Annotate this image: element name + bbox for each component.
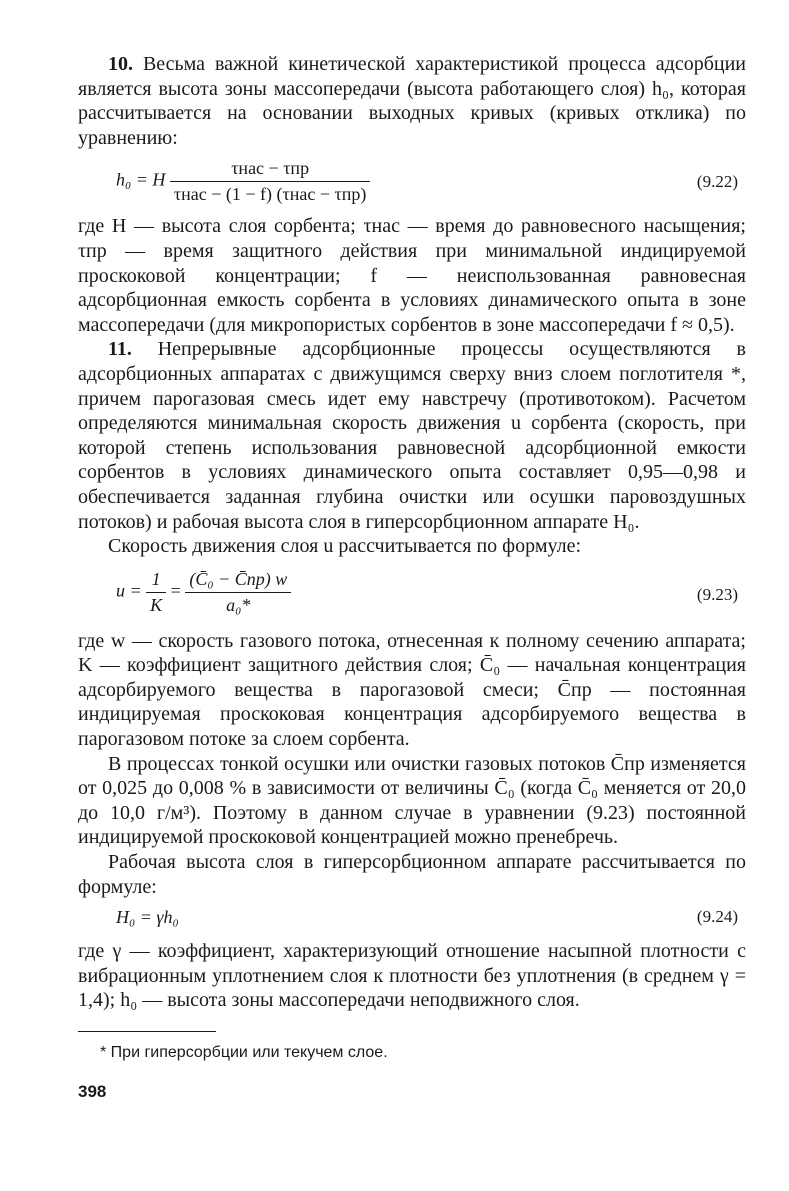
eq922-fraction xyxy=(170,158,370,205)
eq923-lhs: u = xyxy=(116,580,142,601)
eq923-denominator: a₀* xyxy=(226,594,251,615)
paragraph-11-text: Непрерывные адсорбционные процессы осуществляются в адсорбционных аппаратах с движущимся сверху вниз слоем поглотителя *, причем парогазовая смесь идет ему навстречу (противотоком). Расчетом определяются минимальная скорость движения u сорбента (скорость, при которой степень использования равновесной адсорбционной емкости сорбентов в условиях динамического опыта составляет 0,95—0,98 и обеспечивается заданная глубина очистки или осушки паровоздушных потоков) и рабочая высота слоя в гиперсорбционном аппарате H₀. xyxy=(78,338,746,533)
page-content xyxy=(78,52,746,1102)
eq923-fraction-1 xyxy=(146,569,166,616)
eq923-frac1-den: K xyxy=(150,594,163,615)
eq923-equals: = xyxy=(170,580,181,601)
eq922-lhs: h₀ = H xyxy=(116,170,166,190)
paragraph-11 xyxy=(78,337,746,534)
paragraph-9-24-definitions: где γ — коэффициент, характеризующий отношение насыпной плотности с вибрационным уплотнением слоя к плотности без уплотнения (в среднем γ = 1,4); h₀ — высота зоны массопередачи неподвижного слоя. xyxy=(78,940,746,1012)
eq923-numerator: (C̄₀ − C̄пр) w xyxy=(185,569,291,593)
eq922-numerator: τнас − τпр xyxy=(170,158,370,182)
eq924-expr: H₀ = γh₀ xyxy=(116,907,179,928)
equation-number-9-24: (9.24) xyxy=(696,907,738,927)
equation-number-9-23: (9.23) xyxy=(696,584,738,604)
eq923-fraction-2 xyxy=(185,569,291,616)
footnote: * При гиперсорбции или текучем слое. xyxy=(100,1044,388,1061)
page-number: 398 xyxy=(78,1082,107,1101)
paragraph-9-23-definitions: где w — скорость газового потока, отнесенная к полному сечению аппарата; K — коэффициент защитного действия слоя; C̄₀ — начальная концентрация адсорбируемого вещества в парогазовой смеси; C̄пр — постоянная индицируемая проскоковая концентрация адсорбируемого вещества в парогазовом потоке за слоем сорбента. xyxy=(78,629,746,751)
paragraph-10 xyxy=(78,52,746,150)
item-number-10: 10. xyxy=(108,53,133,75)
equation-9-24 xyxy=(78,899,746,939)
paragraph-working-height: Рабочая высота слоя в гиперсорбционном аппарате рассчитывается по формуле: xyxy=(78,851,746,898)
paragraph-10-text: Весьма важной кинетической характеристикой процесса адсорбции является высота зоны массопередачи (высота работающего слоя) h₀, которая рассчитывается на основании выходных кривых (кривых отклика) по уравнению: xyxy=(78,53,746,149)
footnote-divider xyxy=(78,1031,216,1032)
equation-9-23 xyxy=(78,559,746,629)
speed-intro: Скорость движения слоя u рассчитывается по формуле: xyxy=(108,535,582,558)
paragraph-10-definitions: где H — высота слоя сорбента; τнас — время до равновесного насыщения; τпр — время защитного действия при минимальной индицируемой проскоковой концентрации; f — неиспользованная равновесная адсорбционная емкость сорбента в условиях динамического опыта в зоне массопередачи (для микропористых сорбентов в зоне массопередачи f ≈ 0,5). xyxy=(78,215,746,336)
equation-number-9-22: (9.22) xyxy=(696,172,738,192)
paragraph-fine-drying: В процессах тонкой осушки или очистки газовых потоков C̄пр изменяется от 0,025 до 0,008 % в зависимости от величины C̄₀ (когда C̄₀ меняется от 20,0 до 10,0 г/м³). Поэтому в данном случае в уравнении (9.23) постоянной индицируемой проскоковой концентрацией можно пренебречь. xyxy=(78,752,746,849)
item-number-11: 11. xyxy=(108,338,132,361)
equation-9-22 xyxy=(78,150,746,214)
eq922-denominator: τнас − (1 − f) (τнас − τпр) xyxy=(173,184,367,205)
eq923-frac1-num: 1 xyxy=(146,569,166,593)
